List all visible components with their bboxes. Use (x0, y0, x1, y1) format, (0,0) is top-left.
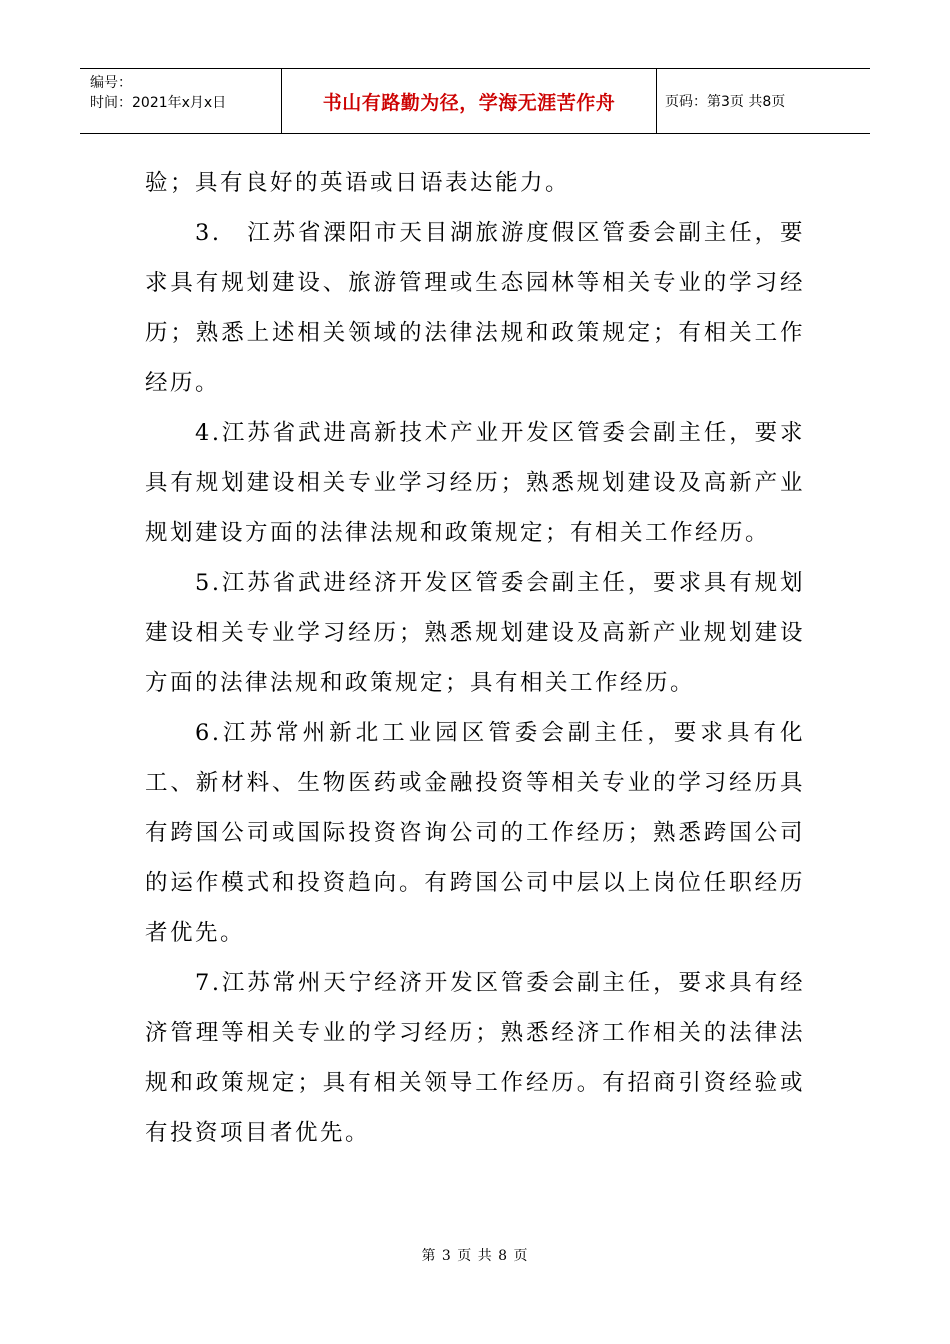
paragraph-item-6: 6.江苏常州新北工业园区管委会副主任，要求具有化工、新材料、生物医药或金融投资等相关专业的学习经历具有跨国公司或国际投资咨询公司的工作经历；熟悉跨国公司的运作模式和投资趋向。有跨国公司中层以上岗位任职经历者优先。 (145, 720, 805, 946)
paragraph-item-4: 4.江苏省武进高新技术产业开发区管委会副主任，要求具有规划建设相关专业学习经历；熟悉规划建设及高新产业规划建设方面的法律法规和政策规定；有相关工作经历。 (145, 420, 805, 546)
document-body (145, 158, 805, 1158)
header-page-info: 页码：第3页 共8页 (665, 94, 786, 110)
page-footer: 第 3 页 共 8 页 (421, 1248, 529, 1264)
paragraph-continuation: 验；具有良好的英语或日语表达能力。 (145, 170, 571, 196)
document-number-label: 编号： (90, 75, 132, 91)
header-meta (80, 69, 282, 133)
header-motto: 书山有路勤为径，学海无涯苦作舟 (282, 69, 657, 133)
page-header (80, 68, 870, 134)
paragraph-item-3: 3. 江苏省溧阳市天目湖旅游度假区管委会副主任，要求具有规划建设、旅游管理或生态园林等相关专业的学习经历；熟悉上述相关领域的法律法规和政策规定；有相关工作经历。 (145, 220, 805, 396)
document-date: 时间：2021年x月x日 (90, 95, 227, 111)
paragraph-item-5: 5.江苏省武进经济开发区管委会副主任，要求具有规划建设相关专业学习经历；熟悉规划建设及高新产业规划建设方面的法律法规和政策规定；具有相关工作经历。 (145, 570, 805, 696)
paragraph-item-7: 7.江苏常州天宁经济开发区管委会副主任，要求具有经济管理等相关专业的学习经历；熟悉经济工作相关的法律法规和政策规定；具有相关领导工作经历。有招商引资经验或有投资项目者优先。 (145, 970, 805, 1146)
